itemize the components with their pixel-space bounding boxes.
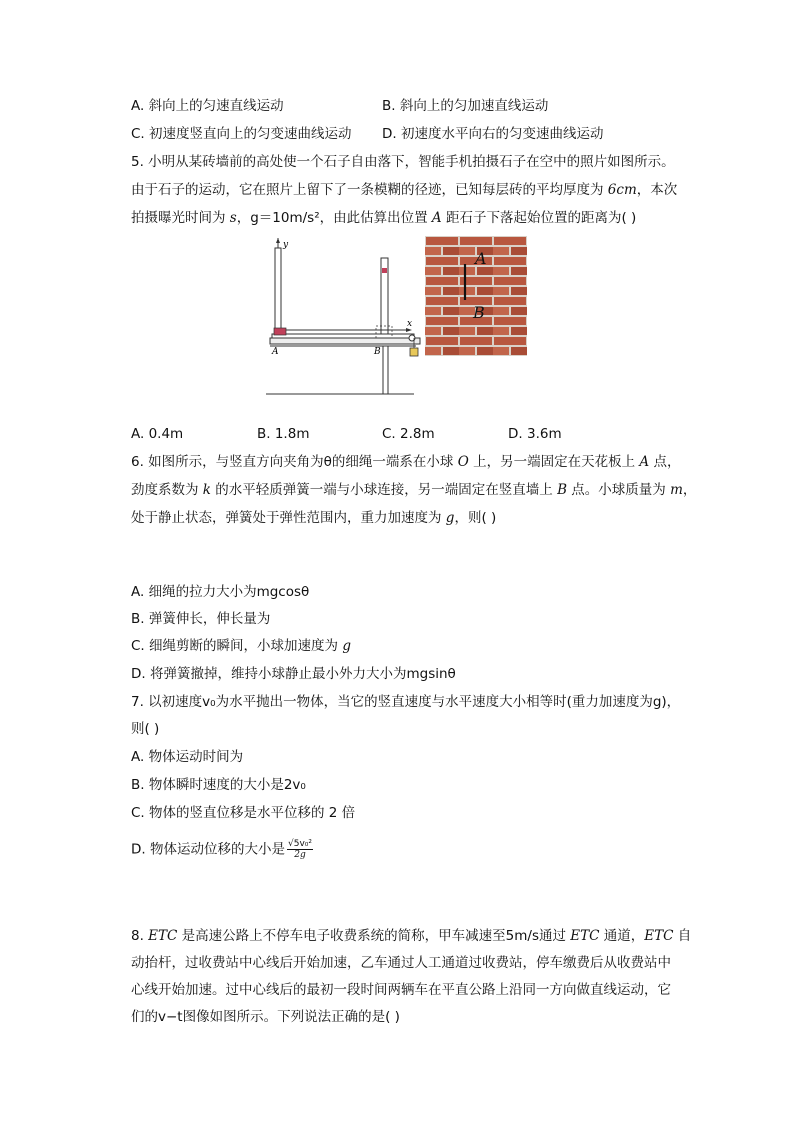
displacement-fraction: $\frac{\text{√5v₀²}}{2g}$ xyxy=(287,839,312,860)
q6-stem-line1: 6. 如图所示，与竖直方向夹角为θ的细绳一端系在小球 O 上，另一端固定在天花板上 A 点， xyxy=(131,454,681,470)
photo-b-label: B xyxy=(473,303,485,322)
q6-option-c: C. 细绳剪断的瞬间，小球加速度为 g xyxy=(131,638,351,654)
q5-brick-wall-photo xyxy=(425,236,527,356)
point-a-label: A xyxy=(272,347,279,357)
q7-option-b: B. 物体瞬时速度的大小是2v₀ xyxy=(131,777,306,793)
q5-apparatus-diagram xyxy=(266,238,426,400)
q5-option-a: A. 0.4m xyxy=(131,426,184,442)
axis-y-label: y xyxy=(283,240,289,250)
q8-stem-line3: 心线开始加速。过中心线后的最初一段时间两辆车在平直公路上沿同一方向做直线运动，它 xyxy=(131,982,671,998)
q5-option-b: B. 1.8m xyxy=(257,426,310,442)
q7-option-d: D. 物体运动位移的大小是 $\frac{\text{√5v₀²}}{2g}$ xyxy=(131,839,312,860)
q7-stem-line1: 7. 以初速度v₀为水平抛出一物体，当它的竖直速度与水平速度大小相等时(重力加速度为g)， xyxy=(131,694,681,710)
q6-stem-line2: 劲度系数为 k 的水平轻质弹簧一端与小球连接，另一端固定在竖直墙上 B 点。小球质量为 m， xyxy=(131,482,697,498)
q6-stem-line3: 处于静止状态，弹簧处于弹性范围内，重力加速度为 g，则( ) xyxy=(131,510,497,526)
q8-stem-line2: 动抬杆，过收费站中心线后开始加速，乙车通过人工通道过收费站，停车缴费后从收费站中 xyxy=(131,955,671,971)
photo-a-label: A xyxy=(475,249,487,268)
q4-option-a: A. 斜向上的匀速直线运动 xyxy=(131,98,284,114)
q5-stem-line2: 由于石子的运动，它在照片上留下了一条模糊的径迹，已知每层砖的平均厚度为 6cm，本次 xyxy=(131,182,678,198)
q4-option-b: B. 斜向上的匀加速直线运动 xyxy=(382,98,549,114)
q6-option-d: D. 将弹簧撤掉，维持小球静止最小外力大小为mgsinθ xyxy=(131,666,456,682)
q5-option-c: C. 2.8m xyxy=(382,426,435,442)
q5-stem-line1: 5. 小明从某砖墙前的高处使一个石子自由落下，智能手机拍摄石子在空中的照片如图所示。 xyxy=(131,154,675,170)
q5-option-d: D. 3.6m xyxy=(508,426,562,442)
q6-option-b: B. 弹簧伸长，伸长量为 xyxy=(131,611,271,627)
q4-option-d: D. 初速度水平向右的匀变速曲线运动 xyxy=(382,126,604,142)
q7-option-c: C. 物体的竖直位移是水平位移的 2 倍 xyxy=(131,805,356,821)
q6-option-a: A. 细绳的拉力大小为mgcosθ xyxy=(131,584,310,600)
q7-stem-line2: 则( ) xyxy=(131,721,160,737)
point-b-label: B xyxy=(374,347,381,357)
q7-option-a: A. 物体运动时间为 xyxy=(131,749,244,765)
axis-x-label: x xyxy=(407,319,413,329)
q5-stem-line3: 拍摄曝光时间为 s，g＝10m/s²，由此估算出位置 A 距石子下落起始位置的距离为( ) xyxy=(131,210,637,226)
q8-stem-line4: 们的v−t图像如图所示。下列说法正确的是( ) xyxy=(131,1009,400,1025)
q4-option-c: C. 初速度竖直向上的匀变速曲线运动 xyxy=(131,126,352,142)
q8-stem-line1: 8. ETC 是高速公路上不停车电子收费系统的简称，甲车减速至5m/s通过 ETC 通道，ETC 自 xyxy=(131,928,692,944)
